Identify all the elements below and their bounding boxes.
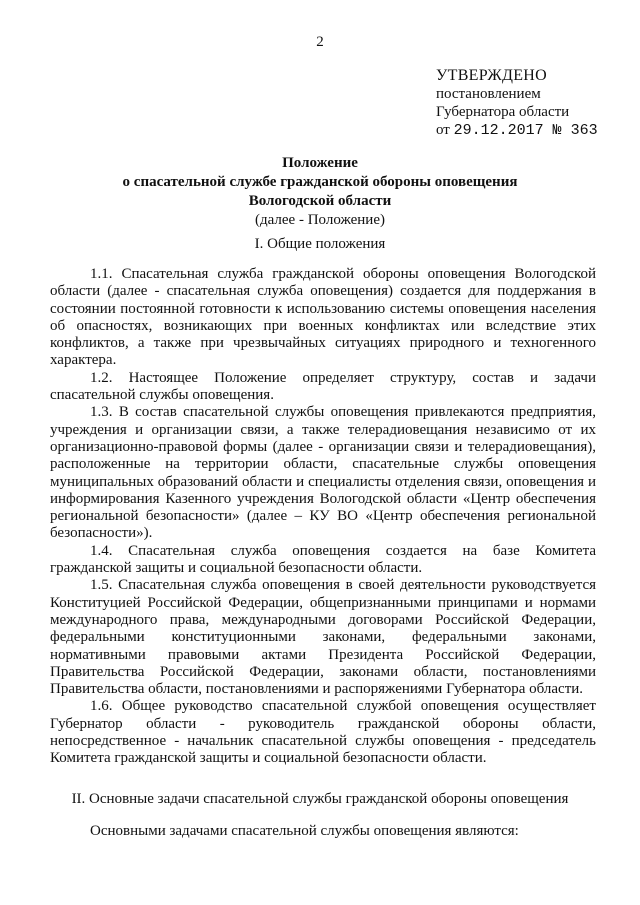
approval-line-3: Губернатора области	[436, 104, 570, 120]
approval-line-2: постановлением	[436, 86, 541, 102]
paragraph-1-2: 1.2. Настоящее Положение определяет структуру, состав и задачи спасательной службы оповещения.	[50, 369, 596, 404]
paragraph-1-6: 1.6. Общее руководство спасательной службой оповещения осуществляет Губернатор области - руководитель гражданской обороны области, непосредственное - начальник спасательной службы оповещения - председатель Комитета гражданской защиты и социальной безопасности области.	[50, 698, 596, 767]
section-heading-1: I. Общие положения	[254, 236, 386, 252]
title-line-3: Вологодской области	[248, 193, 392, 209]
body-text	[50, 266, 596, 768]
paragraph-1-4: 1.4. Спасательная служба оповещения создается на базе Комитета гражданской защиты и социальной безопасности области.	[50, 542, 596, 577]
title-line-2: о спасательной службе гражданской обороны оповещения	[122, 174, 518, 190]
title-line-1: Положение	[282, 155, 358, 171]
page-number: 2	[316, 34, 324, 50]
paragraph-1-3: 1.3. В состав спасательной службы оповещения привлекаются предприятия, учреждения и организации связи, а также телерадиовещания независимо от их организационно-правовой формы (далее - организации связи и телерадиовещания), расположенные на территории области, спасательные службы оповещения муниципальных образований области и специалисты отделения связи, оповещения и информирования Казенного учреждения Вологодской области «Центр обеспечения региональной безопасности» (далее – КУ ВО «Центр обеспечения региональной безопасности»).	[50, 404, 596, 542]
paragraph-1-5: 1.5. Спасательная служба оповещения в своей деятельности руководствуется Конституцией Российской Федерации, общепризнанными принципами и нормами международного права, международными договорами Российской Федерации, федеральными конституционными законами, федеральными законами, нормативными правовыми актами Президента Российской Федерации, Правительства Российской Федерации, законами области, постановлениями Правительства области, постановлениями и распоряжениями Губернатора области.	[50, 577, 596, 698]
section-heading-2: II. Основные задачи спасательной службы гражданской обороны оповещения	[71, 791, 569, 807]
paragraph-1-1: 1.1. Спасательная служба гражданской обороны оповещения Вологодской области (далее - спасательная служба оповещения) создается для поддержания в состоянии постоянной готовности к использованию системы оповещения населения об опасностях, возникающих при военных конфликтах или вследствие этих конфликтов, а также при чрезвычайных ситуациях природного и техногенного характера.	[50, 266, 596, 369]
document-title	[0, 154, 640, 230]
approval-heading: УТВЕРЖДЕНО	[436, 67, 548, 84]
approval-date-prefix: от	[436, 122, 450, 138]
title-line-4: (далее - Положение)	[255, 212, 385, 228]
approval-date-stamp: 29.12.2017 № 363	[453, 122, 598, 139]
tail-text: Основными задачами спасательной службы оповещения являются:	[90, 823, 519, 839]
approval-date-line	[436, 121, 598, 140]
approval-block	[436, 67, 598, 140]
